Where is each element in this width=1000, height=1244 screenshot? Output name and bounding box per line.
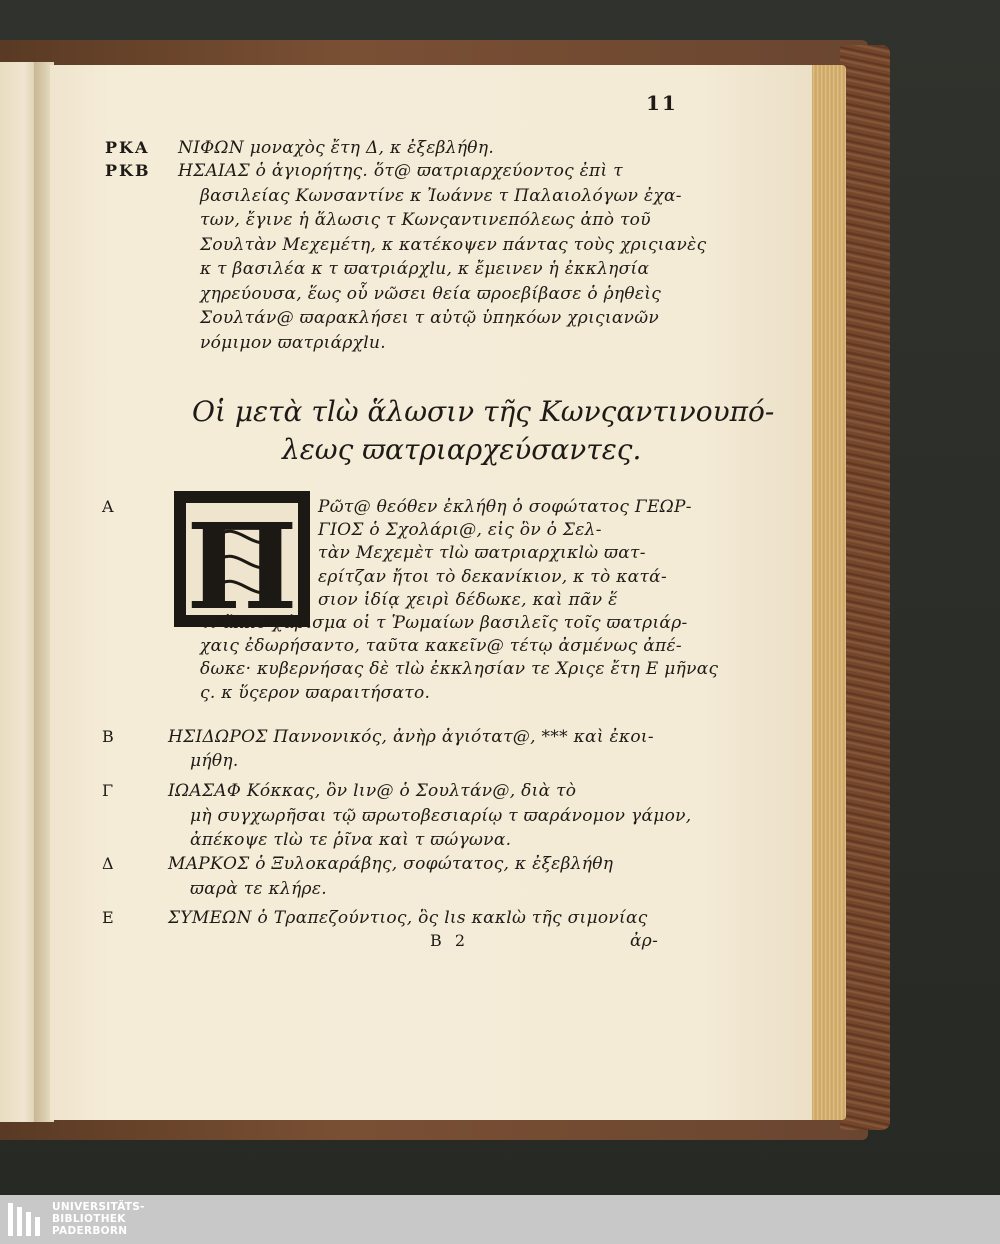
logo-line-2: BIBLIOTHEK: [52, 1213, 126, 1225]
page-fore-edge: [806, 65, 846, 1120]
logo-line-1: UNIVERSITÄTS-: [52, 1201, 145, 1213]
entry-line: ΝΙΦΩΝ μοναχὸς ἔτη Δ, κ ἐξεβλήθη.: [178, 138, 495, 158]
library-logo-icon: [8, 1203, 40, 1236]
entry-line: τὰν Μεχεμὲτ τlὼ ϖατριαρχικlὼ ϖατ-: [318, 543, 646, 564]
entry-number: ΡΚΑ: [105, 138, 150, 157]
initial-ornament: [208, 517, 284, 615]
signature-mark: B 2: [430, 931, 470, 950]
entry-line: τι ἄλλο χάρισμα οἱ τ Ῥωμαίων βασιλεῖς τοῖς ϖατριάρ-: [200, 613, 688, 633]
section-heading-line1: Οἱ μετὰ τlὼ ἅλωσιν τῆς Κωνςαντινουπό-: [192, 395, 775, 428]
entry-line: ΣΥΜΕΩΝ ὁ Τραπεζούντιος, ὃς lιs κακlὼ τῆς σιμονίας: [168, 908, 648, 928]
entry-line: ΜΑΡΚΟΣ ὁ Ξυλοκαράβης, σοφώτατος, κ ἐξεβλήθη: [168, 854, 614, 874]
entry-number: Β: [102, 727, 114, 746]
library-logo-bar: [0, 1195, 1000, 1244]
entry-number: ΡΚΒ: [105, 161, 151, 180]
book-cover-edge: [840, 45, 890, 1130]
entry-line: ἀπέκοψε τlὼ τε ῥῖνα καὶ τ ϖώγωνα.: [190, 830, 512, 850]
logo-line-3: PADERBORN: [52, 1225, 128, 1237]
book-page: [50, 65, 812, 1120]
entry-line: δωκε· κυβερνήσας δὲ τlὼ ἐκκλησίαν τε Χριςε ἔτη Ε μῆνας: [200, 659, 719, 680]
entry-line: ΗΣΙΔΩΡΟΣ Παννονικός, ἀνὴρ ἀγιότατ@, *** καὶ ἐκοι-: [168, 727, 654, 747]
entry-line: ς. κ ὕςερον ϖαραιτήσατο.: [200, 682, 431, 703]
entry-line: ΓΙΟΣ ὁ Σχολάρι@, εἰς ὃν ὁ Σελ-: [318, 520, 602, 541]
entry-line: ϖαρὰ τε κλήρε.: [190, 878, 327, 899]
library-logo-text: [52, 1201, 145, 1237]
entry-line: Σουλτάν@ ϖαρακλήσει τ αὐτῷ ὑπηκόων χριςιανῶν: [200, 308, 660, 328]
entry-line: ΗΣΑΙΑΣ ὁ ἁγιορήτης. ὅτ@ ϖατριαρχεύοντος ἐπὶ τ: [178, 161, 623, 181]
section-heading-line2: λεως ϖατριαρχεύσαντες.: [282, 433, 642, 466]
entry-number: Α: [102, 497, 114, 516]
entry-line: ερίτζαν ἤτοι τὸ δεκανίκιον, κ τὸ κατά-: [318, 566, 667, 587]
entry-line: κ τ βασιλέα κ τ ϖατριάρχlu, κ ἔμεινεν ἡ ἐκκλησία: [200, 259, 650, 279]
entry-line: σιον ἰδίᾳ χειρὶ δέδωκε, καὶ πᾶν ἕ: [318, 589, 618, 610]
entry-line: ΙΩΑΣΑΦ Κόκκας, ὃν lιν@ ὁ Σουλτάν@, διὰ τὸ: [168, 781, 577, 801]
entry-line: Ρῶτ@ θεόθεν ἐκλήθη ὁ σοφώτατος ΓΕΩΡ-: [318, 497, 692, 517]
entry-line: βασιλείας Κωνσαντίνε κ Ἰωάννε τ Παλαιολόγων ἐχα-: [200, 185, 682, 206]
entry-line: Σουλτὰν Μεχεμέτη, κ κατέκοψεν πάντας τοὺς χριςιανὲς: [200, 234, 707, 255]
entry-number: Γ: [102, 781, 114, 800]
entry-line: χηρεύουσα, ἕως οὗ νῶσει θεία ϖροεβίβασε ὁ ῥηθεὶς: [200, 283, 662, 304]
catchword: ἀρ-: [630, 931, 659, 951]
entry-line: μήθη.: [190, 751, 239, 771]
decorated-initial: [174, 491, 310, 636]
entry-line: νόμιμον ϖατριάρχlu.: [200, 332, 386, 353]
entry-line: μὴ συγχωρῆσαι τῷ ϖρωτοβεσιαρίῳ τ ϖαράνομον γάμον,: [190, 805, 692, 826]
entry-number: Ε: [102, 908, 114, 927]
entry-line: χαις ἐδωρήσαντο, ταῦτα κακεῖν@ τέτῳ ἀσμένως ἀπέ-: [200, 636, 682, 657]
entry-line: των, ἔγινε ἡ ἅλωσις τ Κωνςαντινεπόλεως ἀπὸ τοῦ: [200, 210, 651, 230]
page-folio: 11: [646, 91, 678, 115]
initial-letter: Π: [186, 497, 298, 636]
entry-number: Δ: [102, 854, 114, 873]
